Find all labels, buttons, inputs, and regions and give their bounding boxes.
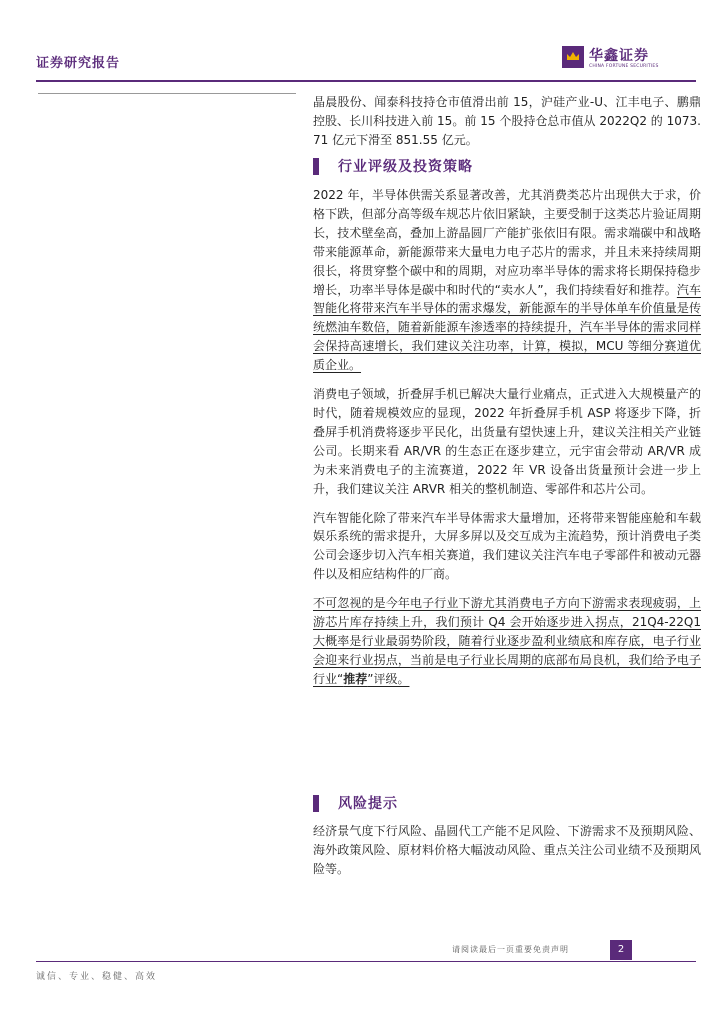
page-number: 2 bbox=[610, 940, 632, 960]
section-title: 行业评级及投资策略 bbox=[338, 159, 473, 175]
logo-name-en: CHINA FORTUNE SECURITIES bbox=[589, 64, 659, 69]
conclusion-tail: ”评级。 bbox=[367, 671, 410, 686]
footer-slogan: 诚信、专业、稳健、高效 bbox=[36, 972, 158, 982]
logo-mark-icon bbox=[562, 46, 584, 68]
paragraph-risk: 经济景气度下行风险、晶圆代工产能不足风险、下游需求不及预期风险、海外政策风险、原材料价格大幅波动风险、重点关注公司业绩不及预期风险等。 bbox=[313, 824, 701, 876]
sidebar-divider bbox=[38, 93, 296, 94]
header-divider bbox=[36, 80, 696, 82]
company-logo bbox=[562, 46, 692, 72]
section-title: 风险提示 bbox=[338, 796, 398, 812]
intro-paragraph: 晶晨股份、闻泰科技持仓市值滑出前 15，沪硅产业-U、江丰电子、鹏鼎控股、长川科技进入前 15。前 15 个股持仓总市值从 2022Q2 的 1073.71 亿元下滑至 851.55 亿元。 bbox=[313, 95, 701, 147]
paragraph-text: 2022 年，半导体供需关系显著改善，尤其消费类芯片出现供大于求，价格下跌，但部分高等级车规芯片依旧紧缺，主要受制于这类芯片验证周期长，技术壁垒高，叠加上游晶圆厂产能扩张依旧有限。需求端碳中和战略带来能源革命，新能源带来大量电力电子芯片的需求，并且未来持续周期很长，将贯穿整个碳中和的周期，对应功率半导体的需求将长期保持稳步增长，功率半导体是碳中和时代的“卖水人”，我们持续看好和推荐。 bbox=[313, 188, 701, 297]
conclusion-text: 不可忽视的是今年电子行业下游尤其消费电子方向下游需求表现疲弱，上游芯片库存持续上升，我们预计 Q4 会开始逐步进入拐点，21Q4-22Q1 大概率是行业最弱势阶段，随着行业逐步盈利业绩底和库存底，电子行业会迎来行业拐点，当前是电子行业长周期的底部布局良机，我们给予电子行业“ bbox=[313, 596, 701, 686]
paragraph-conclusion bbox=[313, 594, 701, 689]
risk-content bbox=[313, 822, 701, 889]
paragraph-automotive: 汽车智能化除了带来汽车半导体需求大量增加，还将带来智能座舱和车载娱乐系统的需求提升，大屏多屏以及交互成为主流趋势，预计消费电子类公司会逐步切入汽车相关赛道，我们建议关注汽车电子零部件和被动元器件以及相应结构件的厂商。 bbox=[313, 510, 701, 582]
paragraph-consumer-electronics: 消费电子领域，折叠屏手机已解决大量行业痛点，正式进入大规模量产的时代，随着规模效应的显现，2022 年折叠屏手机 ASP 将逐步下降，折叠屏手机消费将逐步平民化，出货量有望快速上升，建议关注相关产业链公司。长期来看 AR/VR 的生态正在逐步建立，元宇宙会带动 AR/VR 成为未来消费电子的主流赛道，2022 年 VR 设备出货量预计会进一步上升，我们建议关注 ARVR 相关的整机制造、零部件和芯片公司。 bbox=[313, 387, 701, 496]
report-type-label: 证券研究报告 bbox=[36, 56, 121, 71]
section-marker bbox=[313, 158, 319, 175]
main-content bbox=[313, 186, 701, 699]
footer-divider bbox=[36, 961, 696, 962]
intro-block bbox=[313, 93, 701, 160]
highlighted-text: 汽车智能化将带来汽车半导体的需求爆发，新能源车的半导体单车价值量是传统燃油车数倍，随着新能源车渗透率的持续提升，汽车半导体的需求同样会保持高速增长，我们建议关注功率，计算，模拟，MCU 等细分赛道优质企业。 bbox=[313, 282, 701, 373]
section-marker bbox=[313, 795, 319, 812]
logo-name-cn: 华鑫证券 bbox=[589, 48, 649, 64]
footer-disclaimer: 请阅读最后一页重要免责声明 bbox=[452, 945, 569, 954]
paragraph-semiconductor bbox=[313, 186, 701, 375]
rating-text: 推荐 bbox=[343, 671, 368, 686]
